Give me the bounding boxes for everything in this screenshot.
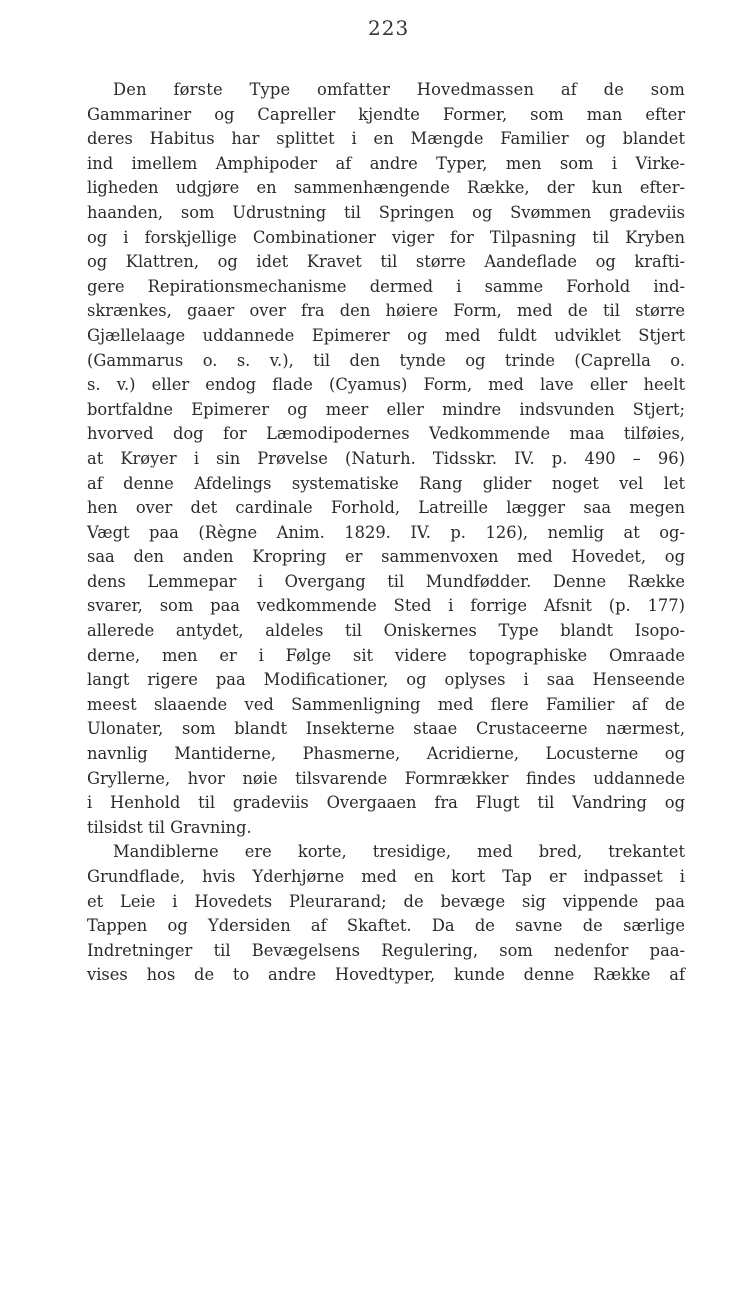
text-line: s. v.) eller endog flade (Cyamus) Form, med lave eller heelt: [87, 375, 685, 395]
text-line: vises hos de to andre Hovedtyper, kunde denne Række af: [87, 965, 685, 985]
text-line: hen over det cardinale Forhold, Latreille lægger saa megen: [87, 498, 685, 518]
text-line: hvorved dog for Læmodipodernes Vedkommende maa tilføies,: [87, 424, 685, 444]
text-line: bortfaldne Epimerer og meer eller mindre indsvunden Stjert;: [87, 399, 685, 419]
text-line: Tappen og Ydersiden af Skaftet. Da de savne de særlige: [87, 916, 685, 936]
text-line: Indretninger til Bevægelsens Regulering, som nedenfor paa-: [87, 940, 685, 960]
text-line: gere Repirationsmechanisme dermed i samme Forhold ind-: [87, 276, 685, 296]
text-line: langt rigere paa Modificationer, og oplyses i saa Henseende: [87, 670, 685, 690]
text-line: skrænkes, gaaer over fra den høiere Form, med de til større: [87, 301, 685, 321]
text-line: Den første Type omfatter Hovedmassen af de som: [113, 80, 685, 99]
text-line: Ulonater, som blandt Insekterne staae Crustaceerne nærmest,: [87, 719, 685, 739]
text-line: et Leie i Hovedets Pleurarand; de bevæge sig vippende paa: [87, 891, 685, 911]
text-line: Mandiblerne ere korte, tresidige, med bred, trekantet: [113, 842, 685, 862]
text-line: i Henhold til gradeviis Overgaaen fra Flugt til Vandring og: [87, 793, 685, 813]
text-line: ind imellem Amphipoder af andre Typer, men som i Virke-: [87, 153, 685, 173]
text-line: navnlig Mantiderne, Phasmerne, Acridierne, Locusterne og: [87, 744, 685, 764]
text-line: Gjællelaage uddannede Epimerer og med fuldt udviklet Stjert: [87, 325, 685, 345]
page-number: 223: [368, 16, 410, 40]
text-line: allerede antydet, aldeles til Oniskernes Type blandt Isopo-: [87, 621, 685, 641]
text-line: saa den anden Kropring er sammenvoxen med Hovedet, og: [87, 547, 685, 567]
text-line: at Krøyer i sin Prøvelse (Naturh. Tidsskr. IV. p. 490 – 96): [87, 448, 685, 468]
text-line: ligheden udgjøre en sammenhængende Række, der kun efter-: [87, 178, 685, 198]
text-line: og Klattren, og idet Kravet til større Aandeflade og krafti-: [87, 252, 685, 272]
text-line: Vægt paa (Règne Anim. 1829. IV. p. 126), nemlig at og-: [87, 522, 685, 542]
text-line: meest slaaende ved Sammenligning med flere Familier af de: [87, 694, 685, 714]
text-line: tilsidst til Gravning.: [87, 817, 252, 837]
text-line: derne, men er i Følge sit videre topographiske Omraade: [87, 645, 685, 665]
text-line: af denne Afdelings systematiske Rang glider noget vel let: [87, 473, 685, 493]
text-line: (Gammarus o. s. v.), til den tynde og trinde (Caprella o.: [87, 350, 685, 370]
body-text: [87, 78, 685, 988]
text-line: svarer, som paa vedkommende Sted i forrige Afsnit (p. 177): [87, 596, 685, 616]
text-line: Grundflade, hvis Yderhjørne med en kort Tap er indpasset i: [87, 867, 685, 886]
text-line: Gryllerne, hvor nøie tilsvarende Formrækker findes uddannede: [87, 768, 685, 788]
text-line: Gammariner og Capreller kjendte Former, som man efter: [87, 104, 685, 124]
text-line: haanden, som Udrustning til Springen og Svømmen gradeviis: [87, 202, 685, 222]
text-line: deres Habitus har splittet i en Mængde Familier og blandet: [87, 129, 685, 149]
text-line: og i forskjellige Combinationer viger for Tilpasning til Kryben: [87, 227, 685, 247]
text-line: dens Lemmepar i Overgang til Mundfødder. Denne Række: [87, 571, 685, 591]
